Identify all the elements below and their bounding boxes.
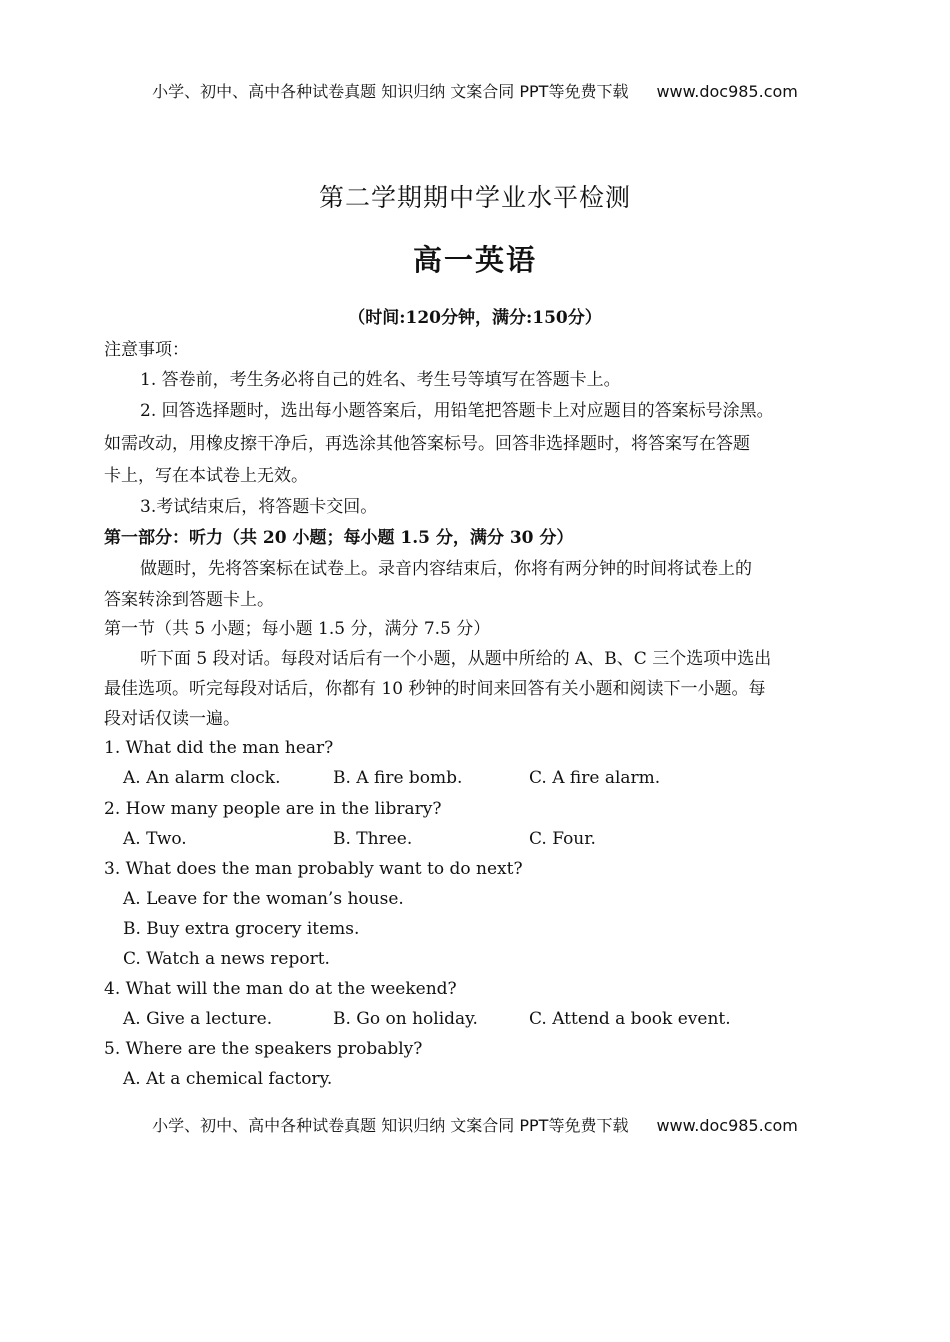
banner-site-link[interactable]: www.doc985.com [656,1116,798,1135]
q3-option-b: B. Buy extra grocery items. [123,919,360,939]
part1-heading: 第一部分：听力（共 20 小题；每小题 1.5 分，满分 30 分） [104,528,574,548]
question-1: 1. What did the man hear? [104,738,334,758]
part1-instr-line-1: 做题时，先将答案标在试卷上。录音内容结束后，你将有两分钟的时间将试卷上的 [140,559,752,579]
banner-site-link[interactable]: www.doc985.com [656,82,798,101]
note-2-line-1: 2. 回答选择题时，选出每小题答案后，用铅笔把答题卡上对应题目的答案标号涂黑。 [140,401,774,421]
q1-option-b: B. A fire bomb. [333,768,463,788]
section1-heading: 第一节（共 5 小题；每小题 1.5 分，满分 7.5 分） [104,619,491,639]
q3-option-c: C. Watch a news report. [123,949,330,969]
q4-option-a: A. Give a lecture. [123,1009,273,1029]
part1-instr-line-2: 答案转涂到答题卡上。 [104,590,274,610]
q1-option-a: A. An alarm clock. [123,768,281,788]
question-2: 2. How many people are in the library? [104,799,442,819]
note-1: 1. 答卷前，考生务必将自己的姓名、考生号等填写在答题卡上。 [140,370,621,390]
section1-instr-line-1: 听下面 5 段对话。每段对话后有一个小题，从题中所给的 A、B、C 三个选项中选出 [140,649,772,669]
question-4: 4. What will the man do at the weekend? [104,979,457,999]
section1-instr-line-3: 段对话仅读一遍。 [104,709,240,729]
subject-title: 高一英语 [412,243,537,277]
q2-option-b: B. Three. [333,829,413,849]
section1-instr-line-2: 最佳选项。听完每段对话后，你都有 10 秒钟的时间来回答有关小题和阅读下一小题。每 [104,679,766,699]
banner-text: 小学、初中、高中各种试卷真题 知识归纳 文案合同 PPT等免费下载 [152,1116,629,1135]
q2-option-a: A. Two. [123,829,187,849]
note-2-line-2: 如需改动，用橡皮擦干净后，再选涂其他答案标号。回答非选择题时，将答案写在答题 [104,434,750,454]
top-banner [0,79,950,102]
note-3: 3.考试结束后，将答题卡交回。 [140,497,378,517]
page-title: 第二学期期中学业水平检测 [318,183,631,212]
banner-text: 小学、初中、高中各种试卷真题 知识归纳 文案合同 PPT等免费下载 [152,82,629,101]
q4-option-c: C. Attend a book event. [529,1009,731,1029]
q2-option-c: C. Four. [529,829,596,849]
q3-option-a: A. Leave for the woman’s house. [123,889,404,909]
q1-option-c: C. A fire alarm. [529,768,661,788]
q5-option-a: A. At a chemical factory. [123,1069,333,1089]
question-5: 5. Where are the speakers probably? [104,1039,423,1059]
exam-info: （时间:120分钟，满分:150分） [348,308,602,328]
q4-option-b: B. Go on holiday. [333,1009,478,1029]
note-2-line-3: 卡上，写在本试卷上无效。 [104,466,308,486]
bottom-banner [0,1113,950,1136]
question-3: 3. What does the man probably want to do next? [104,859,523,879]
notes-heading: 注意事项： [104,340,189,360]
